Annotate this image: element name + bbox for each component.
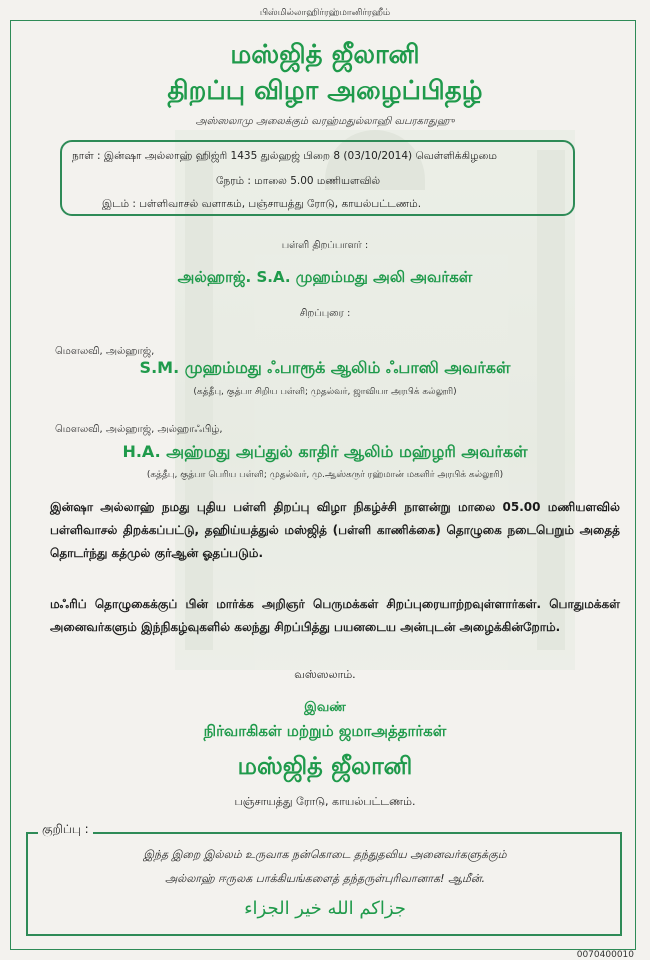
event-time: நேரம் : மாலை 5.00 மணியளவில் [216, 175, 381, 187]
speaker1-description: (கத்தீபு, குத்பா சிறிய பள்ளி; முதல்வர், ஜாவியா அரபிக் கல்லூரி) [193, 387, 457, 397]
bismillah-text: பிஸ்மில்லாஹிர்ரஹ்மானிர்ரஹீம் [259, 8, 391, 18]
speaker2-name: H.A. அஹ்மது அப்துல் காதிர் ஆலிம் மஹ்ழரி அவர்கள் [122, 442, 528, 461]
note-line2: அல்லாஹ் ஈருலக பாக்கியங்களைத் தந்தருள்புரிவானாக! ஆமீன். [164, 872, 486, 885]
masjid-name: மஸ்ஜித் ஜீலானி [237, 752, 413, 780]
title-line1: மஸ்ஜித் ஜீலானி [230, 40, 420, 70]
title-line2: திறப்பு விழா அழைப்பிதழ் [167, 76, 483, 106]
note-arabic: جزاكم الله خير الجزاء [244, 898, 406, 919]
event-place: இடம் : பள்ளிவாசல் வளாகம், பஞ்சாயத்து ரோடு, காயல்பட்டணம். [102, 198, 422, 210]
speaker1-name: S.M. முஹம்மது ஃபாரூக் ஆலிம் ஃபாஸி அவர்கள் [139, 358, 511, 377]
admins-text: நிர்வாகிகள் மற்றும் ஜமாஅத்தார்கள் [203, 722, 447, 740]
event-date: நாள் : இன்ஷா அல்லாஹ் ஹிஜ்ரி 1435 துல்ஹஜ் பிறை 8 (03/10/2014) வெள்ளிக்கிழமை [72, 150, 497, 162]
opener-name: அல்ஹாஜ். S.A. முஹம்மது அலி அவர்கள் [177, 268, 473, 286]
masjid-address: பஞ்சாயத்து ரோடு, காயல்பட்டணம். [234, 795, 416, 808]
speaker1-title: மௌலவி, அல்ஹாஜ், [55, 346, 155, 357]
ivan-text: இவண் [304, 700, 346, 715]
invitation-paragraph: மஃரிப் தொழுகைக்குப் பின் மார்க்க அறிஞர் பெருமக்கள் சிறப்புரையாற்றவுள்ளார்கள். பொதுமக்கள் அனைவர்களும் இந்நிகழ்வுகளில் கலந்து சிறப்பித்து பயனடைய அன்புடன் அழைக்கின்றோம். [50, 597, 620, 634]
opener-label: பள்ளி திறப்பாளர் : [281, 240, 369, 251]
speech-label: சிறப்புரை : [299, 308, 351, 319]
note-line1: இந்த இறை இல்லம் உருவாக நன்கொடை தந்துதவிய அனைவர்களுக்கும் [143, 848, 507, 861]
note-label: குறிப்பு : [38, 822, 93, 838]
speaker2-title: மௌலவி, அல்ஹாஜ், அல்ஹாஃபிழ், [55, 424, 223, 435]
phone-number: 0070400010 [576, 950, 634, 960]
wassalam-text: வஸ்ஸலாம். [294, 668, 356, 681]
speaker2-description: (கத்தீபு, குத்பா பெரிய பள்ளி; முதல்வர், மு.ஆஸ்கருர் ரஹ்மான் மகளிர் அரபிக் கல்லூரி) [146, 470, 504, 480]
program-paragraph: இன்ஷா அல்லாஹ் நமது புதிய பள்ளி திறப்பு விழா நிகழ்ச்சி நாளன்று மாலை 05.00 மணியளவில் பள்ளிவாசல் திறக்கப்பட்டு, தஹிய்யத்துல் மஸ்ஜித் (பள்ளி காணிக்கை) தொழுகை நடைபெறும் அதைத் தொடர்ந்து கத்முல் குர்ஆன் ஓதப்படும். [50, 500, 620, 560]
greeting-text: அஸ்ஸலாமு அலைக்கும் வரஹ்மதுல்லாஹி வபரகாதுஹு [195, 116, 455, 127]
